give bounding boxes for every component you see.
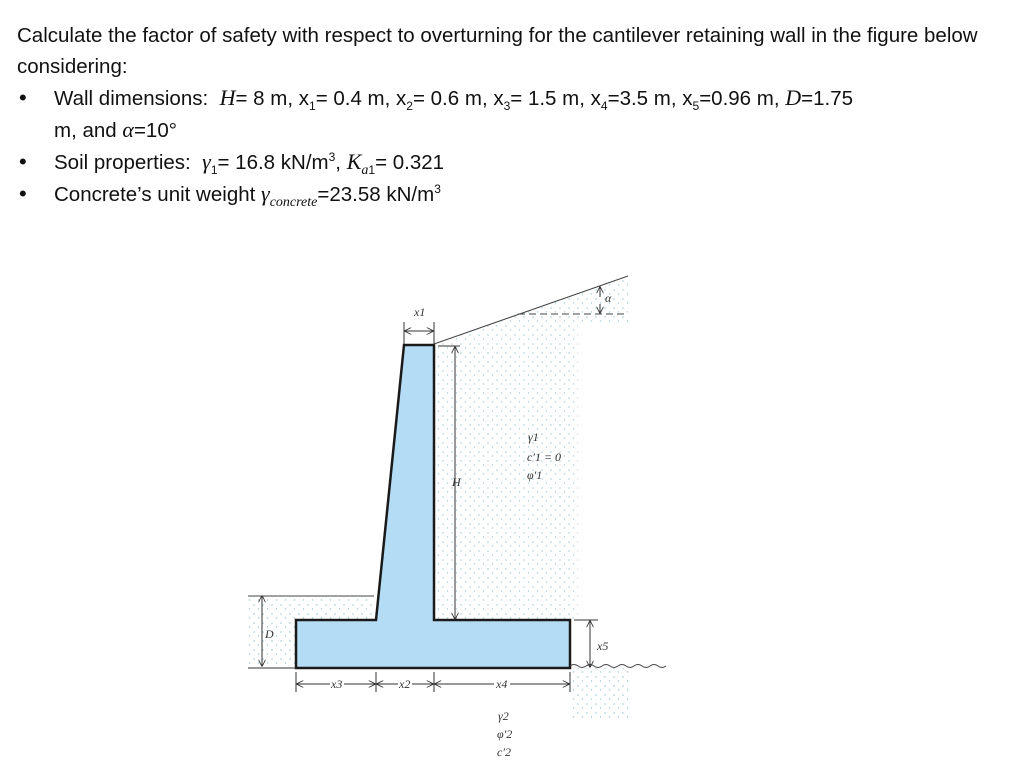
value-x5: 0.96 m [711,87,774,110]
label-c2: c′2 [497,745,511,759]
label-alpha: α [605,291,612,305]
label-x2: x2 [399,677,411,691]
wall-dimensions-item: • Wall dimensions: H= 8 m, $x_1= 0.4$ m, $x_2= 0.6$ m, $x_3= 1.5$ m, $x_4=3.5$ m, $x_5=0.96$ m, D=1.75 m, and α=10° [17,82,1007,146]
value-D-unit: m [54,119,72,142]
backfill-soil [434,276,628,620]
label-x4: x4 [496,677,508,691]
label-D: D [265,627,274,641]
base-soil [570,668,630,718]
value-alpha: 10° [145,119,177,142]
label-x5: x5 [597,639,609,653]
value-x2: 0.6 m [430,87,482,110]
label-x3: x3 [331,677,343,691]
label-phi2: φ′2 [497,727,513,741]
label-gamma2: γ2 [498,709,509,723]
label-x1: x1 [414,305,426,319]
value-Ka1: 0.321 [392,151,445,174]
value-gamma1: 16.8 kN/m [235,151,329,174]
value-x1: 0.4 m [333,87,385,110]
value-D: 1.75 [813,87,854,110]
value-H: 8 m [253,87,288,110]
value-x4: 3.5 m [619,87,671,110]
value-x3: 1.5 m [527,87,580,110]
concrete-label: Concrete’s unit weight [54,183,256,206]
label-phi1: φ′1 [527,468,543,482]
label-H: H [452,475,461,489]
wall-dimensions-label: Wall dimensions: [54,87,209,110]
problem-intro: Calculate the factor of safety with respect to overturning for the cantilever retaining wall in the figure below considering: [17,24,978,78]
soil-properties-label: Soil properties: [54,151,191,174]
base-ground-wave [570,665,666,668]
concrete-item: • Concrete’s unit weight $\gamma_{concrete}=23.58$ $kN/m^3$ [17,178,1007,210]
label-c1: c′1 = 0 [527,450,562,464]
soil-properties-item: • Soil properties: $\gamma_1= 16.8$ $kN/m^3$, $K_{a1}= 0.321$ [17,146,1007,178]
value-gamma-concrete: 23.58 kN/m [329,183,435,206]
label-gamma1: γ1 [528,430,539,444]
